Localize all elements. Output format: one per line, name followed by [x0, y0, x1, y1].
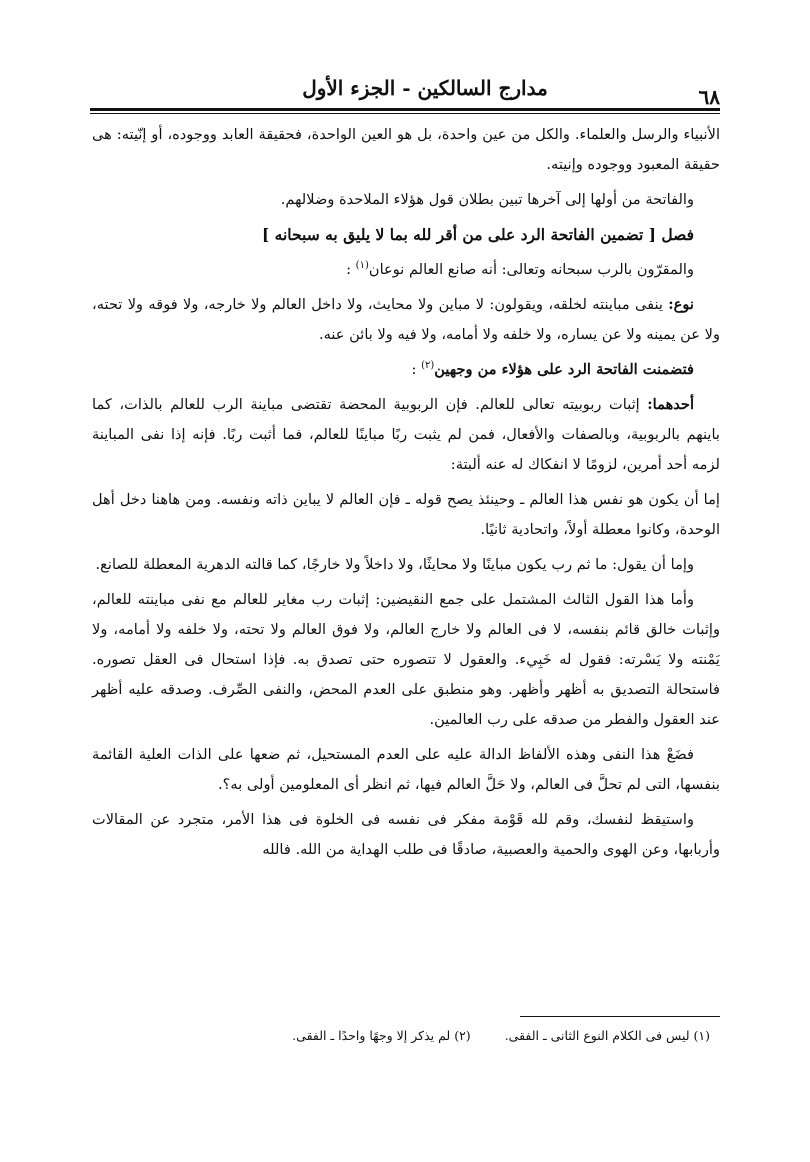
footnote-ref-1: (١): [355, 260, 369, 272]
paragraph-type: [92, 290, 720, 350]
paragraph-either: إما أن يكون هو نفس هذا العالم ـ وحينئذ يصح قوله ـ فإن العالم لا يباين ذاته ونفسه. ومن هاهنا دخل أهل الوحدة، وكانوا معطلة أولاً، واتحادية ثانيًا.: [92, 491, 720, 538]
footnote-ref-2: (٢): [421, 360, 435, 372]
footnote-rule: [520, 1016, 720, 1017]
page-number: ٦٨: [698, 85, 720, 109]
paragraph-fatiha: والفاتحة من أولها إلى آخرها تبين بطلان قول هؤلاء الملاحدة وضلالهم.: [280, 191, 694, 208]
type-lead: نوع:: [668, 296, 694, 313]
first-lead: أحدهما:: [647, 396, 694, 413]
type-text: ينفى مباينته لخلقه، ويقولون: لا مباين ولا محايث، ولا داخل العالم ولا خارجه، ولا فوقه ولا تحته، ولا عن يمينه ولا عن يساره، ولا خلفه ولا أمامه، ولا فيه ولا بائن عنه.: [92, 296, 720, 343]
section-heading: فصل [ تضمين الفاتحة الرد على من أقر لله بما لا يليق به سبحانه ]: [261, 225, 694, 244]
page-body: [92, 120, 720, 870]
first-text: إثبات ربوبيته تعالى للعالم. فإن الربوبية المحضة تقتضى مباينة الرب للعالم بالذات، كما باينهم بالربوبية، وبالصفات والأفعال، فمن لم يثبت ربًا مباينًا للعالم، فما أثبت ربًا. فإنه إذا نفى المباينة لزمه أحد أمرين، لزومًا لا انفكاك له عنه ألبتة:: [92, 396, 720, 473]
footnote-1: (١) ليس فى الكلام النوع الثانى ـ الفقى.: [504, 1028, 710, 1043]
intro-end: :: [346, 261, 356, 278]
contains-heading: فتضمنت الفاتحة الرد على هؤلاء من وجهين: [434, 361, 694, 378]
paragraph-intro: [92, 255, 720, 285]
intro-text: والمقرّون بالرب سبحانه وتعالى: أنه صانع العالم نوعان: [368, 261, 694, 278]
page-header: [90, 74, 720, 108]
contains-end: :: [411, 361, 422, 378]
footnote-2: (٢) لم يذكر إلا وجهًا واحدًا ـ الفقى.: [292, 1028, 471, 1043]
paragraph-put: فضَعْ هذا النفى وهذه الألفاظ الدالة عليه على العدم المستحيل، ثم ضعها على الذات العلية القائمة بنفسها، التى لم تحلَّ فى العالم، ولا حَلَّ العالم فيها، ثم انظر أى المعلومين أولى به؟.: [92, 746, 720, 793]
paragraph-contains: [92, 355, 720, 385]
paragraph-first: [92, 390, 720, 480]
paragraph-third: وأما هذا القول الثالث المشتمل على جمع النقيضين: إثبات رب مغاير للعالم مع نفى مباينته للعالم، وإثبات خالق قائم بنفسه، لا فى العالم ولا خارج العالم، ولا فوق العالم ولا تحته، ولا خلفه ولا أمامه، ولا يَمْنته ولا يَسْرته: فقول له خَبِيء. والعقول لا تتصوره حتى تصدق به. فإذا استحال فى العقل تصوره. فاستحالة التصديق به أظهر وأظهر. وهو منطبق على العدم المحض، والنفى الصِّرف. وصدقه عليه أظهر عند العقول والفطر من صدقه على رب العالمين.: [92, 591, 720, 728]
paragraph-awaken: واستيقظ لنفسك، وقم لله قَوْمة مفكر فى نفسه فى الخلوة فى هذا الأمر، متجرد عن المقالات وأربابها، وعن الهوى والحمية والعصبية، صادقًا فى طلب الهداية من الله. فالله: [92, 811, 720, 858]
paragraph-continuation: الأنبياء والرسل والعلماء. والكل من عين واحدة، بل هو العين الواحدة، فحقيقة العابد ووجوده، أو إنّيته: هى حقيقة المعبود ووجوده وإنيته.: [92, 126, 720, 173]
running-title: مدارج السالكين - الجزء الأول: [302, 76, 548, 100]
header-rule: [90, 108, 720, 114]
paragraph-or: وإما أن يقول: ما ثم رب يكون مباينًا ولا محايثًا، ولا داخلاً ولا خارجًا، كما قالته الدهرية المعطلة للصانع.: [95, 556, 694, 573]
footnotes: [150, 1022, 710, 1050]
